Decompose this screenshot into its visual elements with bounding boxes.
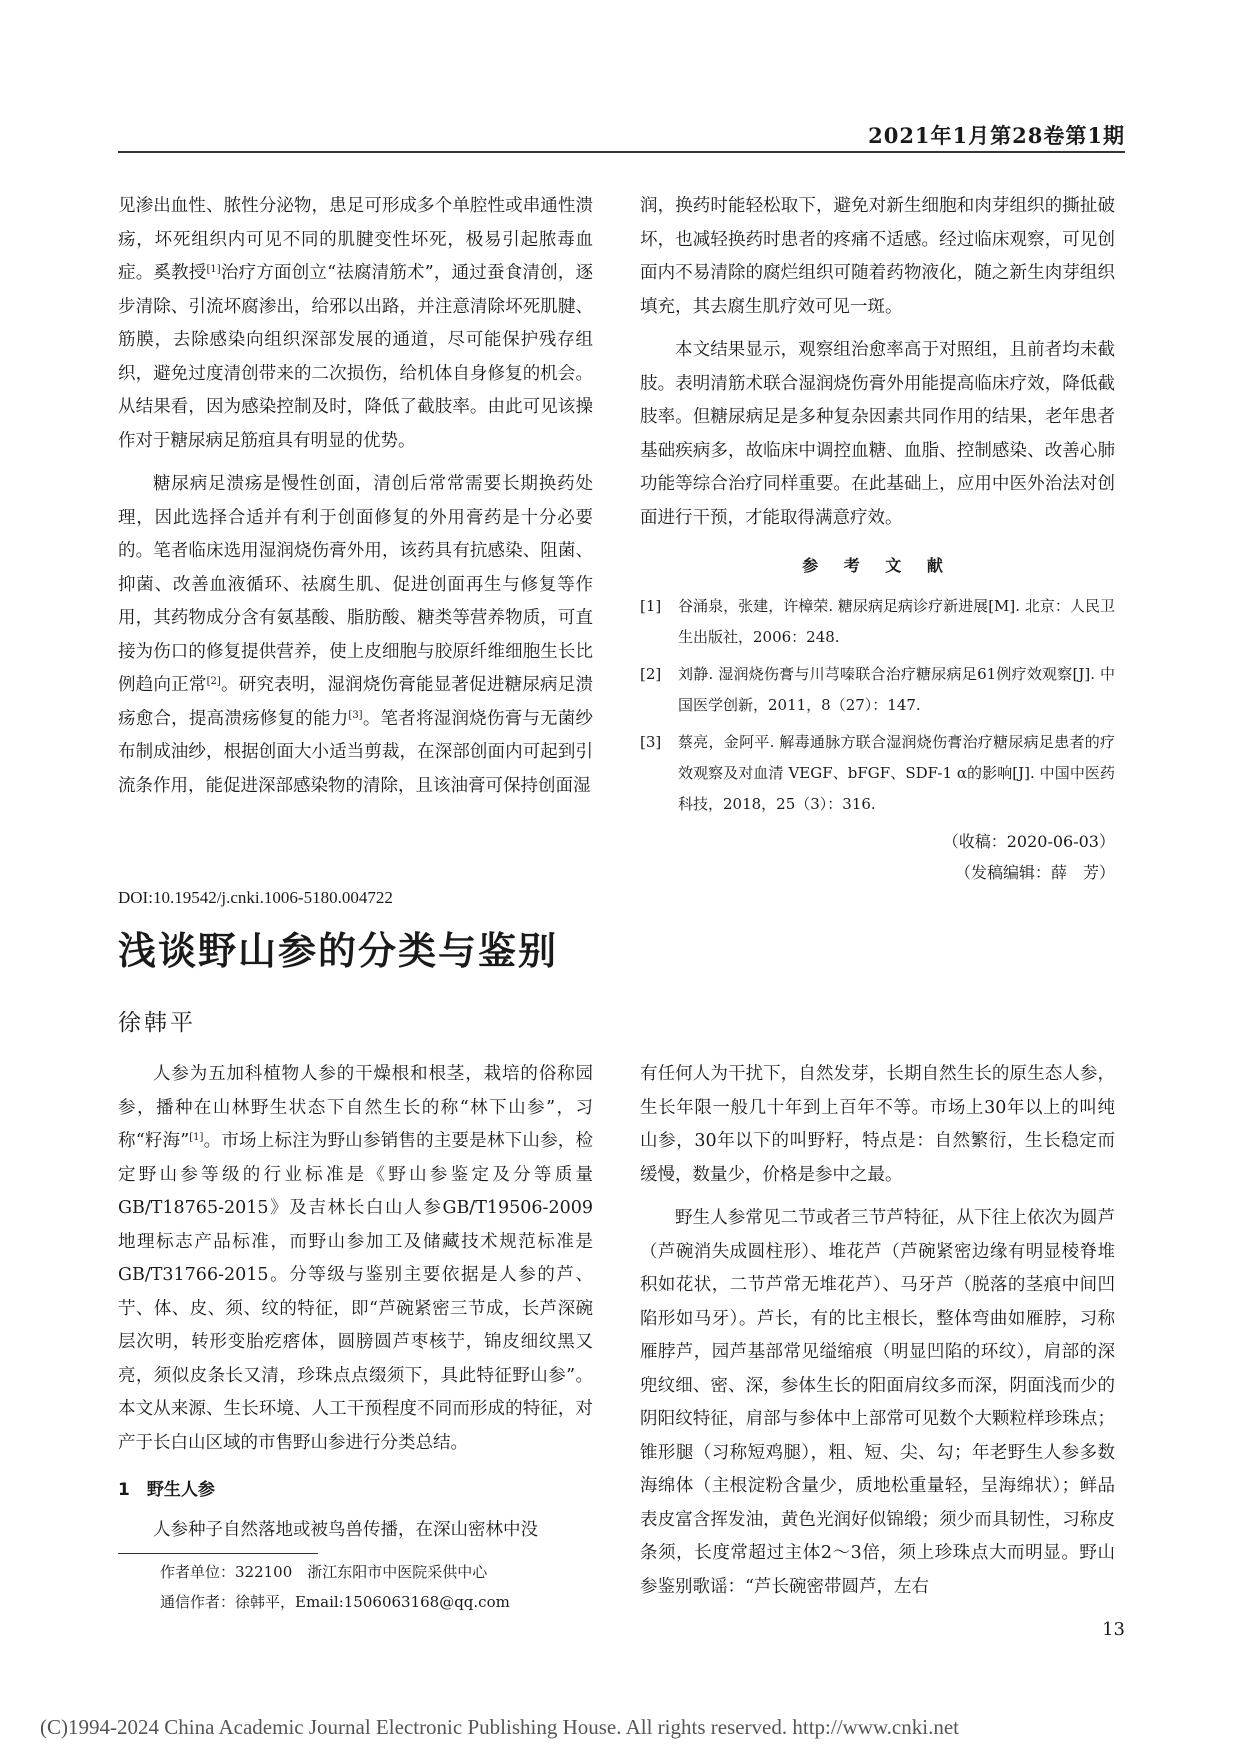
author-affiliation: 作者单位：322100 浙江东阳市中医院采供中心 [160,1563,488,1581]
received-date: （收稿：2020-06-03） [942,831,1115,851]
copyright-footer: (C)1994-2024 China Academic Journal Electronic Publishing House. All rights reserved. http://www.cnki.net [40,1715,959,1739]
doi: DOI:10.19542/j.cnki.1006-5180.004722 [118,888,393,907]
article-author: 徐韩平 [118,1010,196,1036]
paragraph: 人参种子自然落地或被鸟兽传播，在深山密林中没 [153,1519,538,1540]
text-run: 糖尿病足溃疡是慢性创面，清创后常常需要长期换药处理，因此选择合适并有利于创面修复的外用膏药是十分必要的。笔者临床选用湿润烧伤膏外用，该药具有抗感染、阻菌、抑菌、改善血液循环、祛腐生肌、促进创面再生与修复等作用，其药物成分含有氨基酸、脂肪酸、糖类等营养物质，可直接为伤口的修复提供营养，使上皮细胞与胶原纤维细胞生长比例趋向正常 [118,474,593,695]
reference-item [640,591,1115,653]
paragraph [118,190,593,458]
reference-number: [3] [640,732,662,751]
paragraph [118,1058,593,1460]
reference-text: 谷涌泉，张建，许樟荣. 糖尿病足病诊疗新进展[M]. 北京：人民卫生出版社，2006：248. [678,596,1115,646]
references-heading: 参 考 文 献 [802,556,953,575]
footnotes [160,1557,510,1617]
text-run: 。市场上标注为野山参销售的主要是林下山参，检定野山参等级的行业标准是《野山参鉴定及分等质量GB/T18765-2015》及吉林长白山人参GB/T19506-2009地理标志产品标准，而野山参加工及储藏技术规范标准是GB/T31766-2015。分等级与鉴别主要依据是人参的芦、艼、体、皮、须、纹的特征，即“芦碗紧密三节成，长芦深碗层次明，转形变胎疙瘩体，圆膀圆芦枣核艼，锦皮细纹黑又亮，须似皮条长又清，珍珠点点缀须下，具此特征野山参”。本文从来源、生长环境、人工干预程度不同而形成的特征，对产于长白山区域的市售野山参进行分类总结。 [118,1131,593,1453]
header-rule [118,151,1125,153]
article-title: 浅谈野山参的分类与鉴别 [118,929,559,973]
text-run: 治疗方面创立“祛腐清筋术”，通过蚕食清创，逐步清除、引流坏腐渗出，给邪以出路，并注意清除坏死肌腱、筋膜，去除感染向组织深部发展的通道，尽可能保护残存组织，避免过度清创带来的二次损伤，给机体自身修复的机会。从结果看，因为感染控制及时，降低了截肢率。由此可见该操作对于糖尿病足筋疽具有明显的优势。 [118,263,593,451]
citation-marker: [1] [206,264,221,275]
reference-number: [2] [640,664,662,683]
paragraph [118,468,593,803]
page-number: 13 [1102,1619,1125,1640]
prev-article-left-column [118,190,593,803]
citation-marker: [3] [348,709,363,721]
corresponding-author: 通信作者：徐韩平，Email:1506063168@qq.com [160,1593,510,1611]
reference-number: [1] [640,596,662,615]
paragraph: 润，换药时能轻松取下，避免对新生细胞和肉芽组织的撕扯破坏，也减轻换药时患者的疼痛不适感。经过临床观察，可见创面内不易清除的腐烂组织可随着药物液化，随之新生肉芽组织填充，其去腐生肌疗效可见一斑。 [640,196,1115,317]
footnote-rule [118,1553,318,1554]
editor-note: （发稿编辑：薛 芳） [954,862,1115,882]
paragraph: 野生人参常见二节或者三节芦特征，从下往上依次为圆芦（芦碗消失成圆柱形）、堆花芦（芦碗紧密边缘有明显棱脊堆积如花状，二节芦常无堆花芦）、马牙芦（脱落的茎痕中间凹陷形如马牙）。芦长，有的比主根长，整体弯曲如雁脖，习称雁脖芦，园芦基部常见缢缩痕（明显凹陷的环纹），肩部的深兜纹细、密、深，参体生长的阳面肩纹多而深，阴面浅而少的阴阳纹特征，肩部与参体中上部常可见数个大颗粒样珍珠点；锥形腿（习称短鸡腿），粗、短、尖、勾；年老野生人参多数海绵体（主根淀粉含量少，质地松重量轻，呈海绵状）；鲜品表皮富含挥发油，黄色光润好似锦缎；须少而具韧性，习称皮条须，长度常超过主体2～3倍，须上珍珠点大而明显。野山参鉴别歌谣：“芦长碗密带圆芦，左右 [640,1208,1115,1597]
section-heading: 1 野生人参 [118,1480,215,1500]
reference-text: 蔡亮，金阿平. 解毒通脉方联合湿润烧伤膏治疗糖尿病足患者的疗效观察及对血清 VEGF、bFGF、SDF-1 α的影响[J]. 中国中医药科技，2018，25（3）：316. [678,732,1115,813]
citation-marker: [2] [206,676,221,687]
paragraph: 本文结果显示，观察组治愈率高于对照组，且前者均未截肢。表明清筋术联合湿润烧伤膏外用能提高临床疗效，降低截肢率。但糖尿病足是多种复杂因素共同作用的结果，老年患者基础疾病多，故临床中调控血糖、血脂、控制感染、改善心肺功能等综合治疗同样重要。在此基础上，应用中医外治法对创面进行干预，才能取得满意疗效。 [640,340,1115,528]
reference-text: 刘静. 湿润烧伤膏与川芎嗪联合治疗糖尿病足61例疗效观察[J]. 中国医学创新，2011，8（27）：147. [678,664,1115,714]
text-run: 见渗出血性、脓性分泌物，患足可形成多个单腔性或串通性溃疡，坏死组织内可见不同的肌腱变性坏死，极易引起脓毒血症。奚教授 [118,196,593,283]
journal-issue-header: 2021年1月第28卷第1期 [868,123,1125,148]
reference-item [640,727,1115,820]
text-run: 人参为五加科植物人参的干燥根和根茎，栽培的俗称园参，播种在山林野生状态下自然生长的称“林下山参”，习称“籽海” [118,1064,593,1151]
paragraph: 有任何人为干扰下，自然发芽，长期自然生长的原生态人参，生长年限一般几十年到上百年不等。市场上30年以上的叫纯山参，30年以下的叫野籽，特点是：自然繁衍，生长稳定而缓慢，数量少，价格是参中之最。 [640,1064,1115,1185]
prev-article-right-column [640,190,1115,888]
text-run: 。研究表明，湿润烧伤膏能显著促进糖尿病足溃疡愈合，提高溃疡修复的能力 [118,675,594,729]
citation-marker: [1] [189,1132,204,1143]
reference-item [640,659,1115,721]
article-right-column [640,1058,1115,1604]
article-left-column [118,1058,593,1547]
text-run: 。笔者将湿润烧伤膏与无菌纱布制成油纱，根据创面大小适当剪裁，在深部创面内可起到引流条作用，能促进深部感染物的清除，且该油膏可保持创面湿 [118,708,594,796]
